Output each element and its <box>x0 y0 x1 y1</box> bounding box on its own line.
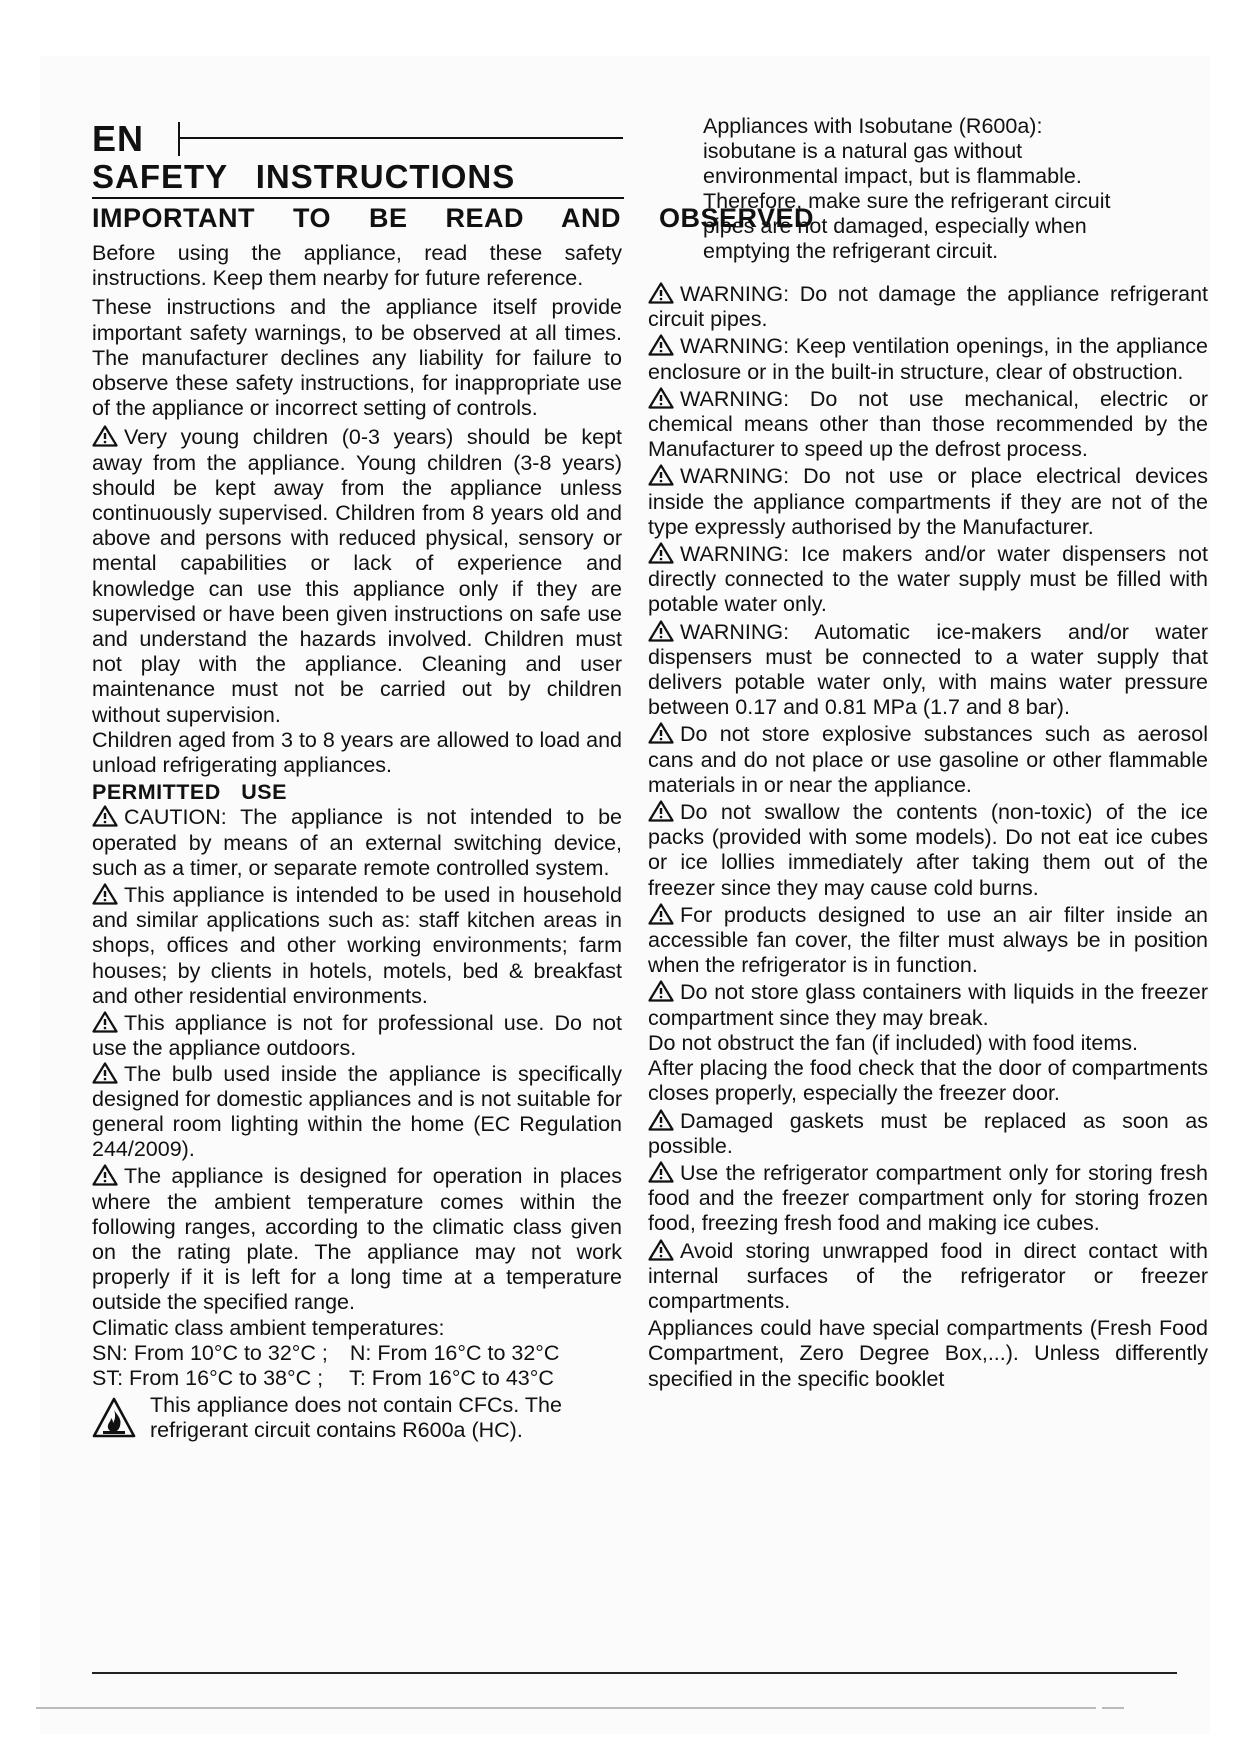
iso-line: emptying the refrigerant circuit. <box>703 239 999 263</box>
special-compartments-paragraph: Appliances could have special compartments (Fresh Food Compartment, Zero Degree Box,...). Unless differently specified in the specific booklet <box>648 1316 1208 1391</box>
warning-triangle-icon <box>648 722 674 744</box>
air-filter-text: For products designed to use an air filter inside an accessible fan cover, the filter must always be in position when the refrigerator is in function. <box>648 902 1208 978</box>
warning-pipes-text: WARNING: Do not damage the appliance refrigerant circuit pipes. <box>648 282 1208 332</box>
footer-rule <box>92 1672 1177 1674</box>
warning-triangle-icon <box>92 425 118 447</box>
warning-triangle-icon <box>648 282 674 304</box>
explosive-paragraph <box>648 722 1208 798</box>
warning-triangle-icon <box>648 1161 674 1183</box>
warning-electrical-text: WARNING: Do not use or place electrical devices inside the appliance compartments if they are not of the type expressly authorised by the Manufacturer. <box>648 464 1208 539</box>
warning-triangle-icon <box>92 883 118 905</box>
cfc-notice <box>92 1393 622 1443</box>
warning-ice-makers <box>648 542 1208 618</box>
warning-defrost <box>648 387 1208 463</box>
caution-text: CAUTION: The appliance is not intended to be operated by means of an external switching device, such as a timer, or separate remote controlled system. <box>92 805 622 880</box>
warning-triangle-icon <box>648 1109 674 1131</box>
warning-defrost-text: WARNING: Do not use mechanical, electric or chemical means other than those recommended by the Manufacturer to speed up the defrost process. <box>648 386 1208 462</box>
warning-ventilation-text: WARNING: Keep ventilation openings, in the appliance enclosure or in the built-in structure, clear of obstruction. <box>648 334 1208 384</box>
footer-rule-secondary <box>36 1707 1096 1709</box>
iso-line: pipes are not damaged, especially when <box>703 214 1087 238</box>
warning-triangle-icon <box>92 1164 118 1186</box>
compartment-use-text: Use the refrigerator compartment only for storing fresh food and the freezer compartment only for storing frozen food, freezing fresh food and making ice cubes. <box>648 1160 1208 1236</box>
professional-use-paragraph <box>92 1011 622 1061</box>
intro-paragraph: Before using the appliance, read these safety instructions. Keep them nearby for future reference. <box>92 241 622 291</box>
warning-water-supply <box>648 620 1208 721</box>
air-filter-paragraph <box>648 903 1208 979</box>
caution-paragraph <box>92 805 622 881</box>
cfc-line: This appliance does not contain CFCs. The <box>150 1393 562 1418</box>
right-column <box>648 282 1208 1392</box>
glass-text: Do not store glass containers with liquids in the freezer compartment since they may break. <box>648 980 1208 1030</box>
cfc-line: refrigerant circuit contains R600a (HC). <box>150 1418 523 1443</box>
warning-ice-makers-text: WARNING: Ice makers and/or water dispensers not directly connected to the water supply must be filled with potable water only. <box>648 542 1208 617</box>
page-title: SAFETY INSTRUCTIONS <box>92 158 516 195</box>
climatic-t: T: From 16°C to 43°C <box>349 1365 554 1390</box>
isobutane-notice <box>703 114 1163 264</box>
language-code: EN <box>92 118 145 159</box>
permitted-use-heading: PERMITTED USE <box>92 780 287 805</box>
door-paragraph: After placing the food check that the door of compartments closes properly, especially the freezer door. <box>648 1056 1208 1106</box>
compartment-use-paragraph <box>648 1161 1208 1237</box>
warning-triangle-icon <box>648 387 674 409</box>
climatic-row <box>92 1341 622 1366</box>
ambient-paragraph <box>92 1164 622 1315</box>
glass-paragraph <box>648 980 1208 1030</box>
warning-triangle-icon <box>92 805 118 827</box>
warning-triangle-icon <box>648 980 674 1002</box>
children-text: Very young children (0-3 years) should be kept away from the appliance. Young children (3-8 years) should be kept away from the appliance unless continuously supervised. Children from 8 years old and above and persons with reduced physical, sensory or mental capabilities or lack of experience and knowledge can use this appliance only if they are supervised or have been given instructions on safe use and understand the hazards involved. Children must not play with the appliance. Cleaning and user maintenance must not be carried out by children without supervision. <box>92 425 622 727</box>
warning-triangle-icon <box>648 800 674 822</box>
climatic-sn: SN: From 10°C to 32°C ; <box>92 1340 328 1365</box>
flammable-warning-icon <box>92 1397 136 1439</box>
warning-triangle-icon <box>92 1011 118 1033</box>
gaskets-paragraph <box>648 1109 1208 1159</box>
ice-packs-paragraph <box>648 800 1208 901</box>
warning-triangle-icon <box>648 334 674 356</box>
liability-paragraph: These instructions and the appliance itself provide important safety warnings, to be observed at all times. The manufacturer declines any liability for failure to observe these safety instructions, for inappropriate use of the appliance or incorrect setting of controls. <box>92 295 622 421</box>
warning-triangle-icon <box>92 1062 118 1084</box>
climatic-n: N: From 16°C to 32°C <box>349 1340 560 1365</box>
warning-electrical <box>648 464 1208 540</box>
household-text: This appliance is intended to be used in household and similar applications such as: staff kitchen areas in shops, offices and other working environments; farm houses; by clients in hotels, motels, bed & breakfast and other residential environments. <box>92 883 622 1008</box>
climatic-heading: Climatic class ambient temperatures: <box>92 1315 445 1340</box>
unwrapped-food-text: Avoid storing unwrapped food in direct contact with internal surfaces of the refrigerator or freezer compartments. <box>648 1238 1208 1313</box>
warning-triangle-icon <box>648 620 674 642</box>
explosive-text: Do not store explosive substances such as aerosol cans and do not place or use gasoline or other flammable materials in or near the appliance. <box>648 722 1208 797</box>
climatic-st: ST: From 16°C to 38°C ; <box>92 1365 324 1390</box>
warning-pipes <box>648 282 1208 332</box>
children-paragraph <box>92 425 622 727</box>
footer-rule-tail <box>1102 1707 1124 1709</box>
warning-ventilation <box>648 334 1208 384</box>
unwrapped-food-paragraph <box>648 1239 1208 1315</box>
page-subtitle: IMPORTANT TO BE READ AND OBSERVED <box>92 203 815 233</box>
bulb-paragraph <box>92 1062 622 1163</box>
children-load-paragraph: Children aged from 3 to 8 years are allowed to load and unload refrigerating appliances. <box>92 727 622 778</box>
fan-paragraph: Do not obstruct the fan (if included) with food items. <box>648 1030 1138 1055</box>
left-column <box>92 241 622 1444</box>
climatic-row <box>92 1366 622 1391</box>
warning-triangle-icon <box>648 903 674 925</box>
warning-triangle-icon <box>648 464 674 486</box>
iso-line: isobutane is a natural gas without <box>703 139 1023 163</box>
header-rule <box>178 137 623 139</box>
ice-packs-text: Do not swallow the contents (non-toxic) of the ice packs (provided with some models). Do not eat ice cubes or ice lollies immediately after taking them out of the freezer since they may cause cold burns. <box>648 800 1208 900</box>
warning-triangle-icon <box>648 1239 674 1261</box>
warning-water-supply-text: WARNING: Automatic ice-makers and/or water dispensers must be connected to a water supply that delivers potable water only, with mains water pressure between 0.17 and 0.81 MPa (1.7 and 8 bar). <box>648 619 1208 720</box>
iso-line: Therefore, make sure the refrigerant circuit <box>703 189 1111 213</box>
professional-use-text: This appliance is not for professional use. Do not use the appliance outdoors. <box>92 1011 622 1061</box>
ambient-text: The appliance is designed for operation in places where the ambient temperature comes within the following ranges, according to the climatic class given on the rating plate. The appliance may not work properly if it is left for a long time at a temperature outside the specified range. <box>92 1164 622 1315</box>
iso-line: Appliances with Isobutane (R600a): <box>703 114 1043 138</box>
gaskets-text: Damaged gaskets must be replaced as soon as possible. <box>648 1108 1208 1158</box>
household-paragraph <box>92 883 622 1009</box>
title-rule <box>92 197 624 199</box>
warning-triangle-icon <box>648 542 674 564</box>
header-divider-tick <box>178 122 180 156</box>
iso-line: environmental impact, but is flammable. <box>703 164 1082 188</box>
bulb-text: The bulb used inside the appliance is specifically designed for domestic appliances and is not suitable for general room lighting within the home (EC Regulation 244/2009). <box>92 1061 622 1162</box>
